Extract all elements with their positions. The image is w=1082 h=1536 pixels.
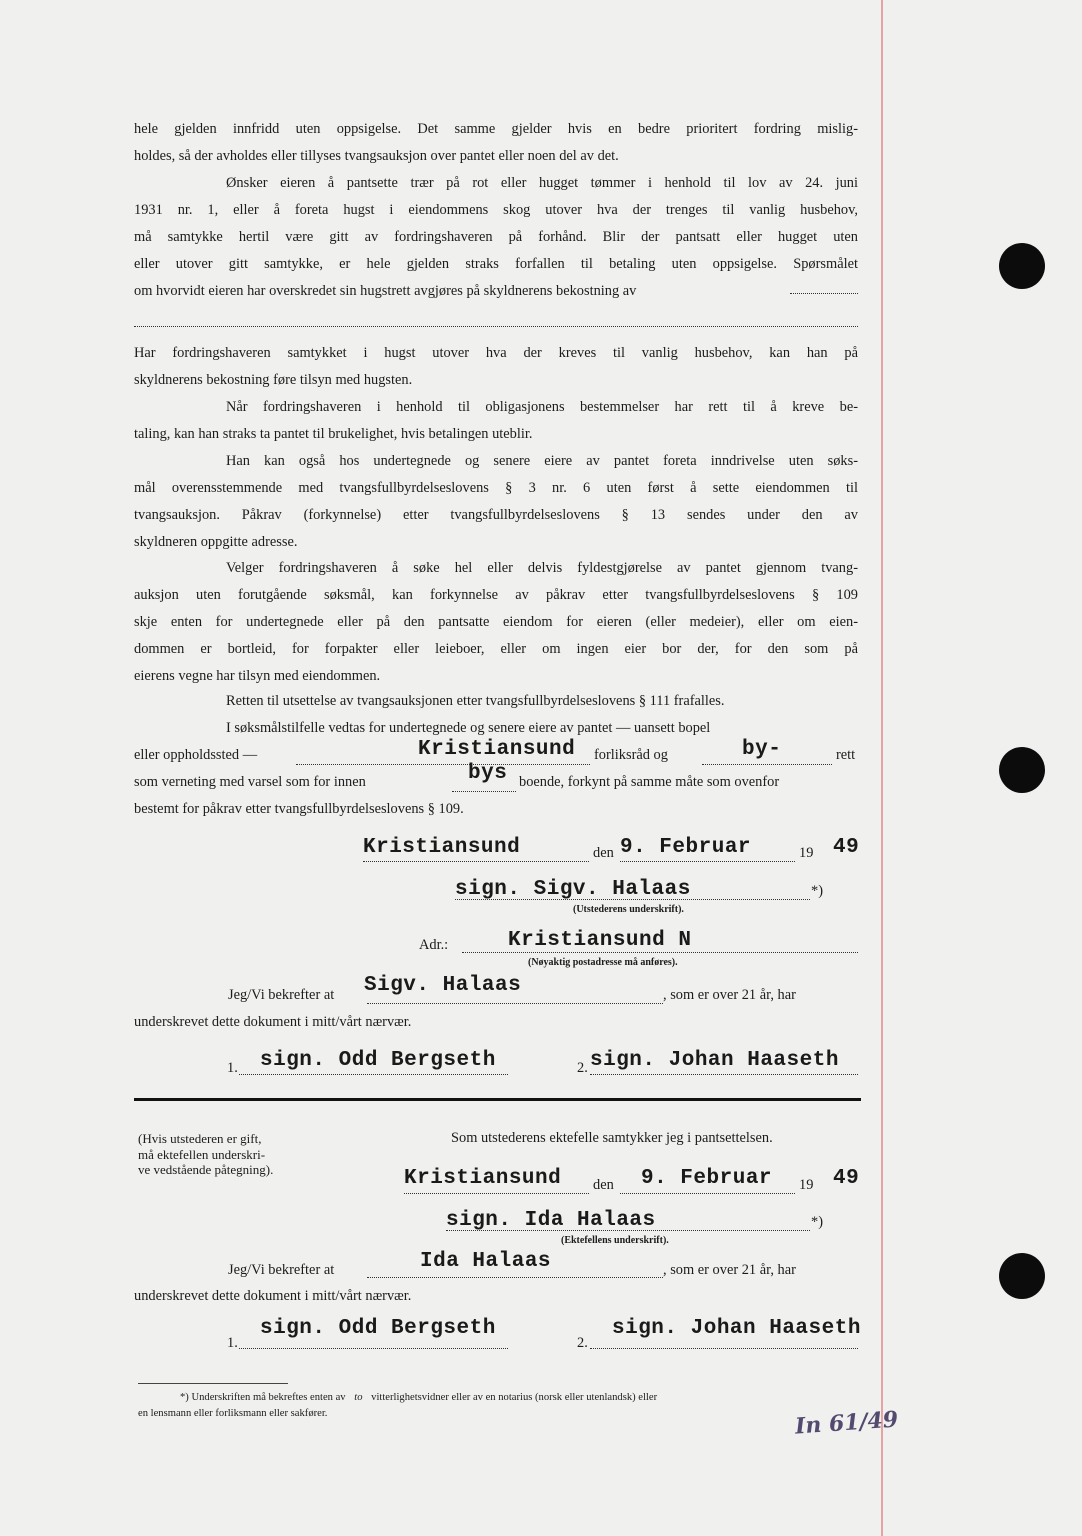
address-caption: (Nøyaktig postadresse må anføres). (528, 957, 678, 968)
venue-bys: bys (468, 762, 508, 785)
blank-line (620, 861, 795, 862)
blank-line (367, 1003, 663, 1004)
year-prefix: 19 (799, 1177, 814, 1193)
blank-line (239, 1348, 508, 1349)
paragraph-p4: Når fordringshaveren i henhold til obligasjonens bestemmelser har rett til å kreve be- taling, kan han straks ta pantet til brukelighet, hvis betalingen uteblir. (134, 399, 858, 442)
den-label: den (593, 1177, 614, 1193)
confirm-suffix: , som er over 21 år, har (663, 987, 796, 1003)
punch-hole (999, 243, 1045, 289)
signing-place: Kristiansund (363, 836, 521, 859)
spouse-confirm-suffix: , som er over 21 år, har (663, 1262, 796, 1278)
confirm-line2: underskrevet dette dokument i mitt/vårt nærvær. (134, 1014, 412, 1030)
blank-line (462, 952, 858, 953)
den-label: den (593, 845, 614, 861)
blank-line (446, 1230, 810, 1231)
blank-line (455, 899, 810, 900)
issuer-signature: sign. Sigv. Halaas (455, 878, 691, 901)
blank-line (590, 1348, 858, 1349)
spouse-signing-date: 9. Februar (641, 1167, 773, 1190)
blank-line (134, 326, 858, 327)
spouse-note: (Hvis utstederen er gift, må ektefellen underskri- ve vedstående påtegning). (138, 1131, 274, 1177)
paragraph-p2: Ønsker eieren å pantsette trær på rot eller hugget tømmer i henhold til lov av 24. juni 1931 nr. 1, eller å foreta hugst i eiendommens skog utover hva der trenges til vanlig husbehov, må samtykke hertil være gitt av fordringshaveren på forhånd. Blir der pantsatt eller hugget uten eller utover gitt samtykke, er hele gjelden straks forfallen til betaling uten oppsigelse. Spørsmålet om hvorvidt eieren har overskredet sin hugstrett avgjøres på skyldnerens bekostning av (134, 175, 858, 299)
punch-hole (999, 1253, 1045, 1299)
witness2-signature: sign. Johan Haaseth (590, 1049, 839, 1072)
spouse-confirm-name: Ida Halaas (420, 1250, 552, 1273)
margin-line (881, 0, 883, 1536)
signature-caption: (Utstederens underskrift). (573, 904, 684, 915)
spouse-signature-caption: (Ektefellens underskrift). (561, 1235, 669, 1246)
signing-year: 49 (833, 836, 860, 859)
spouse-signing-place: Kristiansund (404, 1167, 562, 1190)
venue-line2-suffix: boende, forkynt på samme måte som ovenfor (519, 774, 780, 790)
venue-line3: bestemt for påkrav etter tvangsfullbyrdelseslovens § 109. (134, 801, 464, 817)
confirm-prefix: Jeg/Vi bekrefter at (228, 987, 335, 1003)
confirm-name: Sigv. Halaas (364, 974, 522, 997)
footnote-rule (138, 1383, 288, 1384)
blank-line (452, 791, 516, 792)
signature-footnote-mark: *) (811, 1214, 823, 1230)
signing-date: 9. Februar (620, 836, 752, 859)
witness1-signature: sign. Odd Bergseth (260, 1049, 496, 1072)
signature-footnote-mark: *) (811, 883, 823, 899)
blank-line (363, 861, 589, 862)
venue-mid: forliksråd og (594, 747, 668, 763)
paragraph-p7: Retten til utsettelse av tvangsauksjonen etter tvangsfullbyrdelseslovens § 111 frafalles. (226, 693, 725, 709)
blank-line (296, 764, 590, 765)
spouse-consent: Som utstederens ektefelle samtykker jeg i pantsettelsen. (451, 1130, 773, 1146)
paragraph-p6: Velger fordringshaveren å søke hel eller delvis fyldestgjørelse av pantet gjennom tvang- auksjon uten forutgående søksmål, kan forkynnelse av påkrav etter tvangsfullbyrdelseslovens § 109 skje enten for undertegnede eller på den pantsatte eiendom for eieren (eller medeier), eller om eien- dommen er bortleid, for forpakter eller leieboer, eller om ingen eier bor der, for den som på eierens vegne har tilsyn med eiendommen. (134, 560, 858, 684)
spouse-signature: sign. Ida Halaas (446, 1209, 656, 1232)
spouse-witness1-signature: sign. Odd Bergseth (260, 1317, 496, 1340)
paragraph-p3: Har fordringshaveren samtykket i hugst utover hva der kreves til vanlig husbehov, kan han på skyldnerens bekostning føre tilsyn med hugsten. (134, 345, 858, 388)
blank-line (404, 1193, 589, 1194)
paragraph-p5: Han kan også hos undertegnede og senere eiere av pantet foreta inndrivelse uten søks- mål overensstemmende med tvangsfullbyrdelseslovens § 3 nr. 6 uten først å sette eiendommen til tvangsauksjon. Påkrav (forkynnelse) etter tvangsfullbyrdelseslovens § 13 sendes under den av skyldneren oppgitte adresse. (134, 453, 858, 550)
venue-prefix: eller oppholdssted — (134, 747, 258, 763)
paragraph-p8: I søksmålstilfelle vedtas for undertegnede og senere eiere av pantet — uansett bopel (226, 720, 711, 736)
venue-suffix: rett (836, 747, 856, 763)
paragraph-p1: hele gjelden innfridd uten oppsigelse. Det samme gjelder hvis en bedre prioritert fordring mislig- holdes, så der avholdes eller tillyses tvangsauksjon over pantet eller noen del av det. (134, 121, 858, 164)
registry-stamp: In 61/49 (794, 1406, 899, 1440)
venue-line2-prefix: som verneting med varsel som for innen (134, 774, 366, 790)
spouse-confirm-line2: underskrevet dette dokument i mitt/vårt nærvær. (134, 1288, 412, 1304)
blank-line (367, 1277, 663, 1278)
blank-line (620, 1193, 795, 1194)
year-prefix: 19 (799, 845, 814, 861)
blank-line (239, 1074, 508, 1075)
address-value: Kristiansund N (508, 929, 692, 952)
blank-line (590, 1074, 858, 1075)
footnote: *) Underskriften må bekreftes enten av to vitterlighetsvidner eller av en notarius (norsk eller utenlandsk) eller en lensmann eller forliksmann eller sakfører. (138, 1392, 658, 1419)
blank-line (702, 764, 832, 765)
witness1-number: 1. (227, 1060, 238, 1076)
spouse-confirm-prefix: Jeg/Vi bekrefter at (228, 1262, 335, 1278)
address-label: Adr.: (419, 937, 449, 953)
blank-line (790, 293, 858, 294)
witness2-number: 2. (577, 1335, 588, 1351)
section-divider (134, 1098, 861, 1101)
spouse-witness2-signature: sign. Johan Haaseth (612, 1317, 861, 1340)
witness1-number: 1. (227, 1335, 238, 1351)
venue-place: Kristiansund (418, 738, 576, 761)
punch-hole (999, 747, 1045, 793)
witness2-number: 2. (577, 1060, 588, 1076)
spouse-signing-year: 49 (833, 1167, 860, 1190)
venue-by: by- (742, 738, 782, 761)
